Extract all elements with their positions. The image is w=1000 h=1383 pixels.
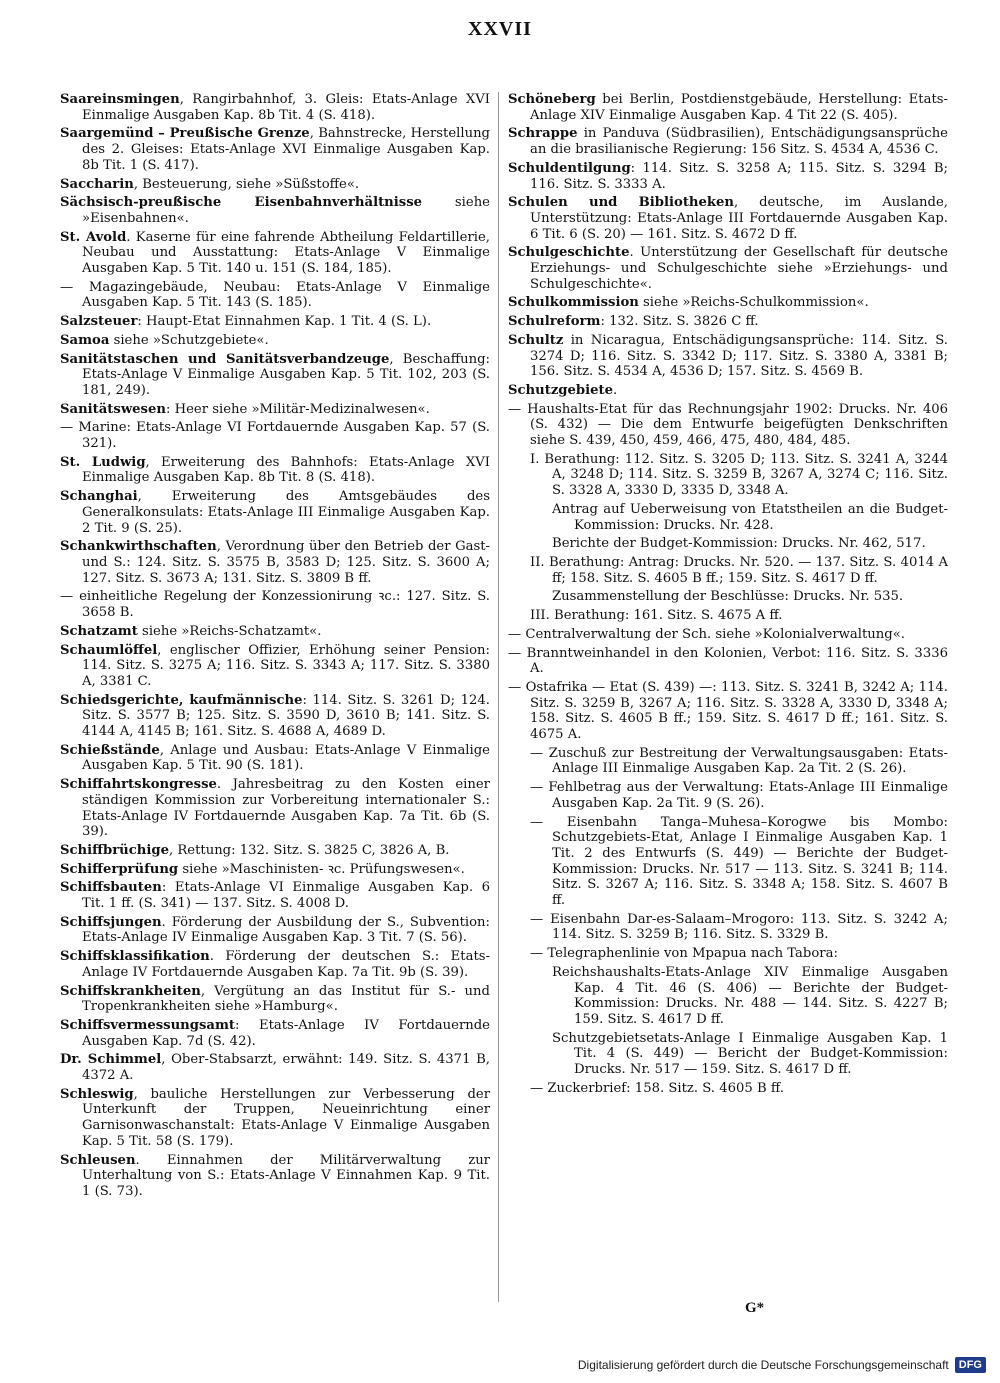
entry-headword: Schankwirthschaften bbox=[60, 539, 217, 555]
entry-text: siehe »Eisenbahnen«. bbox=[82, 195, 490, 226]
index-entry bbox=[530, 912, 948, 943]
entry-text: in Panduva (Südbrasilien), Entschädigungsansprüche an die brasilianische Regierung: 156 Sitz. S. 4534 A, 4536 C. bbox=[530, 126, 948, 158]
index-entry bbox=[530, 452, 948, 499]
index-entry bbox=[60, 126, 490, 173]
index-entry bbox=[508, 195, 948, 242]
index-entry bbox=[552, 502, 948, 533]
index-entry bbox=[60, 92, 490, 123]
index-entry bbox=[530, 815, 948, 909]
index-entry bbox=[530, 946, 948, 962]
entry-headword: Samoa bbox=[60, 332, 110, 348]
entry-text: II. Berathung: Antrag: Drucks. Nr. 520. — 137. Sitz. S. 4014 A ff; 158. Sitz. S. 4605 B ff.; 159. Sitz. S. 4617 D ff. bbox=[530, 554, 948, 586]
index-entry bbox=[60, 624, 490, 640]
index-entry bbox=[60, 843, 490, 859]
index-entry bbox=[530, 608, 948, 624]
entry-headword: Schifferprüfung bbox=[60, 861, 179, 877]
entry-headword: Sächsisch-preußische Eisenbahnverhältnisse bbox=[60, 195, 423, 211]
entry-text: — Zuckerbrief: 158. Sitz. S. 4605 B ff. bbox=[530, 1080, 784, 1096]
index-entry bbox=[60, 949, 490, 980]
entry-text: , deutsche, im Auslande, Unterstützung: Etats-Anlage III Fortdauernde Ausgaben Kap. 6 Tit. 6 (S. 20) — 161. Sitz. S. 4672 D ff. bbox=[530, 195, 948, 242]
entry-text: . Einnahmen der Militärverwaltung zur Unterhaltung von S.: Etats-Anlage V Einnahmen Kap. 9 Tit. 1 (S. 73). bbox=[82, 1152, 490, 1199]
entry-headword: Schultz bbox=[508, 332, 564, 348]
index-entry bbox=[508, 383, 948, 399]
entry-headword: Schießstände bbox=[60, 742, 160, 758]
index-column-left bbox=[60, 92, 490, 1203]
entry-text: . Kaserne für eine fahrende Abtheilung Feldartillerie, Neubau und Ausstattung: Etats-Anlage V Einmalige Ausgaben Kap. 5 Tit. 140 u. 151 (S. 184, 185). bbox=[82, 229, 490, 277]
index-entry bbox=[530, 780, 948, 811]
index-entry bbox=[60, 455, 490, 486]
entry-headword: Dr. Schimmel bbox=[60, 1052, 162, 1068]
entry-text: , Verordnung über den Betrieb der Gast- und S.: 124. Sitz. S. 3575 B, 3583 D; 125. Sitz. S. 3600 A; 127. Sitz. S. 3673 A; 131. Sitz. S. 3809 B ff. bbox=[82, 539, 490, 586]
entry-headword: Schulreform bbox=[508, 314, 601, 330]
entry-headword: Schöneberg bbox=[508, 92, 596, 107]
entry-headword: Salzsteuer bbox=[60, 314, 138, 330]
entry-text: — Zuschuß zur Bestreitung der Verwaltungsausgaben: Etats-Anlage III Einmalige Ausgaben Kap. 2a Tit. 2 (S. 26). bbox=[530, 745, 948, 777]
entry-text: , bauliche Herstellungen zur Verbesserung der Unterkunft der Truppen, Neueinrichtung einer Garnisonwaschanstalt: Etats-Anlage V Einmalige Ausgaben Kap. 5 Tit. 58 (S. 179). bbox=[82, 1086, 490, 1149]
index-entry bbox=[60, 880, 490, 911]
entry-text: , Anlage und Ausbau: Etats-Anlage V Einmalige Ausgaben Kap. 5 Tit. 90 (S. 181). bbox=[82, 742, 490, 774]
index-entry bbox=[508, 646, 948, 677]
entry-text: siehe »Reichs-Schatzamt«. bbox=[137, 623, 322, 639]
entry-headword: Schleusen bbox=[60, 1152, 136, 1168]
entry-text: — einheitliche Regelung der Konzessionirung ꝛc.: 127. Sitz. S. 3658 B. bbox=[60, 589, 490, 621]
entry-text: — Eisenbahn Tanga–Muhesa–Korogwe bis Mombo: Schutzgebiets-Etat, Anlage I Einmalige Ausgaben Kap. 1 Tit. 2 des Entwurfs (S. 449) — Berichte der Budget-Kommission: Drucks. Nr. 517 — 113. Sitz. S. 3241 B; 114. Sitz. S. 3267 A; 116. Sitz. S. 3348 A; 158. Sitz. S. 4607 B ff. bbox=[530, 814, 948, 909]
entry-headword: Schiffahrtskongresse bbox=[60, 777, 217, 793]
entry-headword: Saargemünd – Preußische Grenze bbox=[60, 126, 310, 142]
entry-text: : 114. Sitz. S. 3258 A; 115. Sitz. S. 3294 B; 116. Sitz. S. 3333 A. bbox=[530, 160, 948, 192]
entry-headword: Saareinsmingen bbox=[60, 92, 180, 107]
entry-text: , Erweiterung des Bahnhofs: Etats-Anlage XVI Einmalige Ausgaben Kap. 8b Tit. 8 (S. 418). bbox=[82, 454, 490, 486]
index-entry bbox=[508, 295, 948, 311]
entry-headword: Schutzgebiete bbox=[508, 382, 614, 398]
page-number: XXVII bbox=[468, 18, 532, 40]
entry-headword: Schiedsgerichte, kaufmännische bbox=[60, 692, 303, 708]
entry-text: . Jahresbeitrag zu den Kosten einer ständigen Kommission zur Vorbereitung internationaler S.: Etats-Anlage IV Fortdauernde Ausgaben Kap. 7a Tit. 6b (S. 39). bbox=[82, 777, 490, 840]
index-column-right bbox=[508, 92, 948, 1099]
index-entry bbox=[530, 746, 948, 777]
index-entry bbox=[60, 862, 490, 878]
entry-text: , Rettung: 132. Sitz. S. 3825 C, 3826 A, B. bbox=[168, 842, 450, 858]
index-entry bbox=[508, 245, 948, 292]
entry-headword: Schiffsvermessungsamt bbox=[60, 1017, 236, 1033]
entry-headword: Schaumlöffel bbox=[60, 642, 158, 658]
entry-text: , Vergütung an das Institut für S.- und Tropenkrankheiten siehe »Hamburg«. bbox=[82, 983, 490, 1015]
entry-headword: Schiffsklassifikation bbox=[60, 949, 210, 965]
index-entry bbox=[508, 126, 948, 157]
entry-headword: Schulgeschichte bbox=[508, 245, 630, 261]
index-entry bbox=[60, 489, 490, 536]
entry-headword: Schleswig bbox=[60, 1086, 134, 1102]
entry-headword: Schuldentilgung bbox=[508, 160, 631, 176]
index-entry bbox=[60, 420, 490, 451]
entry-text: : Etats-Anlage IV Fortdauernde Ausgaben Kap. 7d (S. 42). bbox=[82, 1017, 490, 1049]
entry-headword: Schiffsjungen bbox=[60, 914, 162, 930]
entry-headword: Schiffskrankheiten bbox=[60, 983, 201, 999]
entry-headword: Schulkommission bbox=[508, 295, 639, 311]
index-entry bbox=[60, 177, 490, 193]
entry-text: — Magazingebäude, Neubau: Etats-Anlage V Einmalige Ausgaben Kap. 5 Tit. 143 (S. 185). bbox=[60, 279, 490, 311]
footer-text: Digitalisierung gefördert durch die Deutsche Forschungsgemeinschaft bbox=[577, 1358, 949, 1372]
entry-text: bei Berlin, Postdienstgebäude, Herstellung: Etats-Anlage XIV Einmalige Ausgaben Kap. 4 Tit 22 (S. 405). bbox=[530, 92, 948, 123]
index-entry bbox=[508, 627, 948, 643]
entry-headword: Schrappe bbox=[508, 126, 578, 142]
index-entry bbox=[60, 539, 490, 586]
index-entry bbox=[60, 402, 490, 418]
entry-headword: Sanitätswesen bbox=[60, 401, 166, 417]
entry-headword: Sanitätstaschen und Sanitätsverbandzeuge bbox=[60, 351, 390, 367]
entry-text: , Rangirbahnhof, 3. Gleis: Etats-Anlage XVI Einmalige Ausgaben Kap. 8b Tit. 4 (S. 418). bbox=[82, 92, 490, 123]
entry-text: III. Berathung: 161. Sitz. S. 4675 A ff. bbox=[530, 608, 783, 624]
index-entry bbox=[60, 984, 490, 1015]
entry-text: : 114. Sitz. S. 3261 D; 124. Sitz. S. 3577 B; 125. Sitz. S. 3590 D, 3610 B; 141. Sitz. S. 4144 A, 4145 B; 161. Sitz. S. 4688 A, 4689 D. bbox=[82, 692, 490, 740]
entry-text: , Besteuerung, siehe »Süßstoffe«. bbox=[133, 176, 360, 192]
entry-text: in Nicaragua, Entschädigungsansprüche: 114. Sitz. S. 3274 D; 116. Sitz. S. 3342 D; 117. Sitz. S. 3380 A, 3381 B; 156. Sitz. S. 4534 A, 4536 D; 157. Sitz. S. 4569 B. bbox=[530, 332, 948, 380]
index-entry bbox=[60, 314, 490, 330]
entry-text: , Ober-Stabsarzt, erwähnt: 149. Sitz. S. 4371 B, 4372 A. bbox=[82, 1052, 490, 1084]
index-entry bbox=[60, 915, 490, 946]
index-entry bbox=[60, 693, 490, 740]
entry-text: — Ostafrika — Etat (S. 439) —: 113. Sitz. S. 3241 B, 3242 A; 114. Sitz. S. 3259 B, 3267 A; 116. Sitz. S. 3328 A, 3330 D, 3348 A; 158. Sitz. S. 4605 B ff.; 159. Sitz. S. 4617 D ff.; 161. Sitz. S. 4675 A. bbox=[508, 679, 948, 743]
footer bbox=[578, 1357, 986, 1373]
entry-text: Reichshaushalts-Etats-Anlage XIV Einmalige Ausgaben Kap. 4 Tit. 46 (S. 406) — Berichte der Budget-Kommission: Drucks. Nr. 488 — 144. Sitz. S. 4227 B; 159. Sitz. S. 4617 D ff. bbox=[552, 964, 948, 1027]
index-entry bbox=[60, 352, 490, 399]
entry-text: — Fehlbetrag aus der Verwaltung: Etats-Anlage III Einmalige Ausgaben Kap. 2a Tit. 9 (S. 26). bbox=[530, 780, 948, 811]
entry-headword: Schatzamt bbox=[60, 623, 138, 639]
entry-text: , Erweiterung des Amtsgebäudes des Generalkonsulats: Etats-Anlage III Einmalige Ausgaben Kap. 2 Tit. 9 (S. 25). bbox=[82, 489, 490, 536]
entry-text: siehe »Maschinisten- ꝛc. Prüfungswesen«. bbox=[178, 861, 465, 877]
entry-text: . Förderung der Ausbildung der S., Subvention: Etats-Anlage IV Einmalige Ausgaben Kap. 3 Tit. 7 (S. 56). bbox=[82, 914, 490, 946]
index-entry bbox=[60, 743, 490, 774]
entry-text: — Branntweinhandel in den Kolonien, Verbot: 116. Sitz. S. 3336 A. bbox=[508, 645, 948, 677]
entry-text: : 132. Sitz. S. 3826 C ff. bbox=[600, 314, 759, 330]
index-entry bbox=[552, 589, 948, 605]
entry-text: I. Berathung: 112. Sitz. S. 3205 D; 113. Sitz. S. 3241 A, 3244 A, 3248 D; 114. Sitz. S. 3259 B, 3267 A, 3274 C; 116. Sitz. S. 3328 A, 3330 D, 3335 D, 3348 A. bbox=[530, 451, 948, 499]
entry-text: — Eisenbahn Dar-es-Salaam–Mrogoro: 113. Sitz. S. 3242 A; 114. Sitz. S. 3259 B; 116. Sitz. S. 3329 B. bbox=[530, 911, 948, 943]
index-entry bbox=[60, 195, 490, 226]
index-entry bbox=[60, 1087, 490, 1150]
index-entry bbox=[60, 230, 490, 277]
index-entry bbox=[508, 402, 948, 449]
entry-text: — Marine: Etats-Anlage VI Fortdauernde Ausgaben Kap. 57 (S. 321). bbox=[60, 420, 490, 452]
index-entry bbox=[552, 536, 948, 552]
index-entry bbox=[60, 1153, 490, 1200]
index-entry bbox=[60, 280, 490, 311]
entry-headword: Schiffsbauten bbox=[60, 880, 162, 896]
entry-headword: Saccharin bbox=[60, 176, 134, 192]
index-entry bbox=[60, 777, 490, 840]
index-entry bbox=[530, 1081, 948, 1097]
index-entry bbox=[60, 1018, 490, 1049]
index-entry bbox=[60, 589, 490, 620]
entry-text: Antrag auf Ueberweisung von Etatstheilen an die Budget-Kommission: Drucks. Nr. 428. bbox=[552, 501, 948, 533]
index-entry bbox=[508, 680, 948, 743]
index-entry bbox=[60, 1052, 490, 1083]
entry-text: — Haushalts-Etat für das Rechnungsjahr 1902: Drucks. Nr. 406 (S. 432) — Die dem Entwurfe beigefügten Denkschriften siehe S. 439, 450, 459, 466, 475, 480, 484, 485. bbox=[508, 401, 948, 449]
entry-headword: Schanghai bbox=[60, 489, 138, 505]
entry-text: : Etats-Anlage VI Einmalige Ausgaben Kap. 6 Tit. 1 ff. (S. 341) — 137. Sitz. S. 4008 D. bbox=[82, 880, 490, 912]
entry-text: — Telegraphenlinie von Mpapua nach Tabora: bbox=[530, 946, 838, 962]
entry-text: siehe »Reichs-Schulkommission«. bbox=[638, 295, 869, 311]
entry-text: — Centralverwaltung der Sch. siehe »Kolonialverwaltung«. bbox=[508, 626, 905, 642]
index-entry bbox=[508, 92, 948, 123]
entry-text: , Bahnstrecke, Herstellung des 2. Gleises: Etats-Anlage XVI Einmalige Ausgaben Kap. 8b Tit. 1 (S. 417). bbox=[82, 126, 490, 173]
entry-headword: Schiffbrüchige bbox=[60, 842, 169, 858]
index-entry bbox=[552, 965, 948, 1028]
entry-text: Zusammenstellung der Beschlüsse: Drucks. Nr. 535. bbox=[552, 589, 904, 605]
index-entry bbox=[60, 333, 490, 349]
signature-mark: G* bbox=[745, 1300, 765, 1316]
entry-text: . bbox=[613, 382, 618, 398]
entry-text: : Haupt-Etat Einnahmen Kap. 1 Tit. 4 (S. L). bbox=[137, 314, 432, 330]
dfg-logo-icon: DFG bbox=[955, 1357, 986, 1373]
index-entry bbox=[60, 643, 490, 690]
entry-headword: Schulen und Bibliotheken bbox=[508, 195, 735, 211]
index-entry bbox=[508, 161, 948, 192]
column-divider bbox=[498, 92, 499, 1302]
entry-text: Schutzgebietsetats-Anlage I Einmalige Ausgaben Kap. 1 Tit. 4 (S. 449) — Bericht der Budget-Kommission: Drucks. Nr. 517 — 159. Sitz. S. 4617 D ff. bbox=[552, 1030, 948, 1078]
entry-text: siehe »Schutzgebiete«. bbox=[109, 332, 269, 348]
entry-text: : Heer siehe »Militär-Medizinalwesen«. bbox=[165, 401, 430, 417]
entry-text: . Unterstützung der Gesellschaft für deutsche Erziehungs- und Schulgeschichte siehe »Erziehungs- und Schulgeschichte«. bbox=[530, 245, 948, 292]
index-entry bbox=[552, 1031, 948, 1078]
entry-text: . Förderung der deutschen S.: Etats-Anlage IV Fortdauernde Ausgaben Kap. 7a Tit. 9b (S. 39). bbox=[82, 949, 490, 980]
entry-text: , Beschaffung: Etats-Anlage V Einmalige Ausgaben Kap. 5 Tit. 102, 203 (S. 181, 249). bbox=[82, 351, 490, 398]
index-entry bbox=[508, 333, 948, 380]
entry-text: Berichte der Budget-Kommission: Drucks. Nr. 462, 517. bbox=[552, 536, 926, 552]
entry-headword: St. Ludwig bbox=[60, 454, 146, 470]
index-entry bbox=[530, 555, 948, 586]
entry-headword: St. Avold bbox=[60, 229, 127, 245]
entry-text: , englischer Offizier, Erhöhung seiner Pension: 114. Sitz. S. 3275 A; 116. Sitz. S. 3343 A; 117. Sitz. S. 3380 A, 3381 C. bbox=[82, 642, 490, 689]
index-entry bbox=[508, 314, 948, 330]
